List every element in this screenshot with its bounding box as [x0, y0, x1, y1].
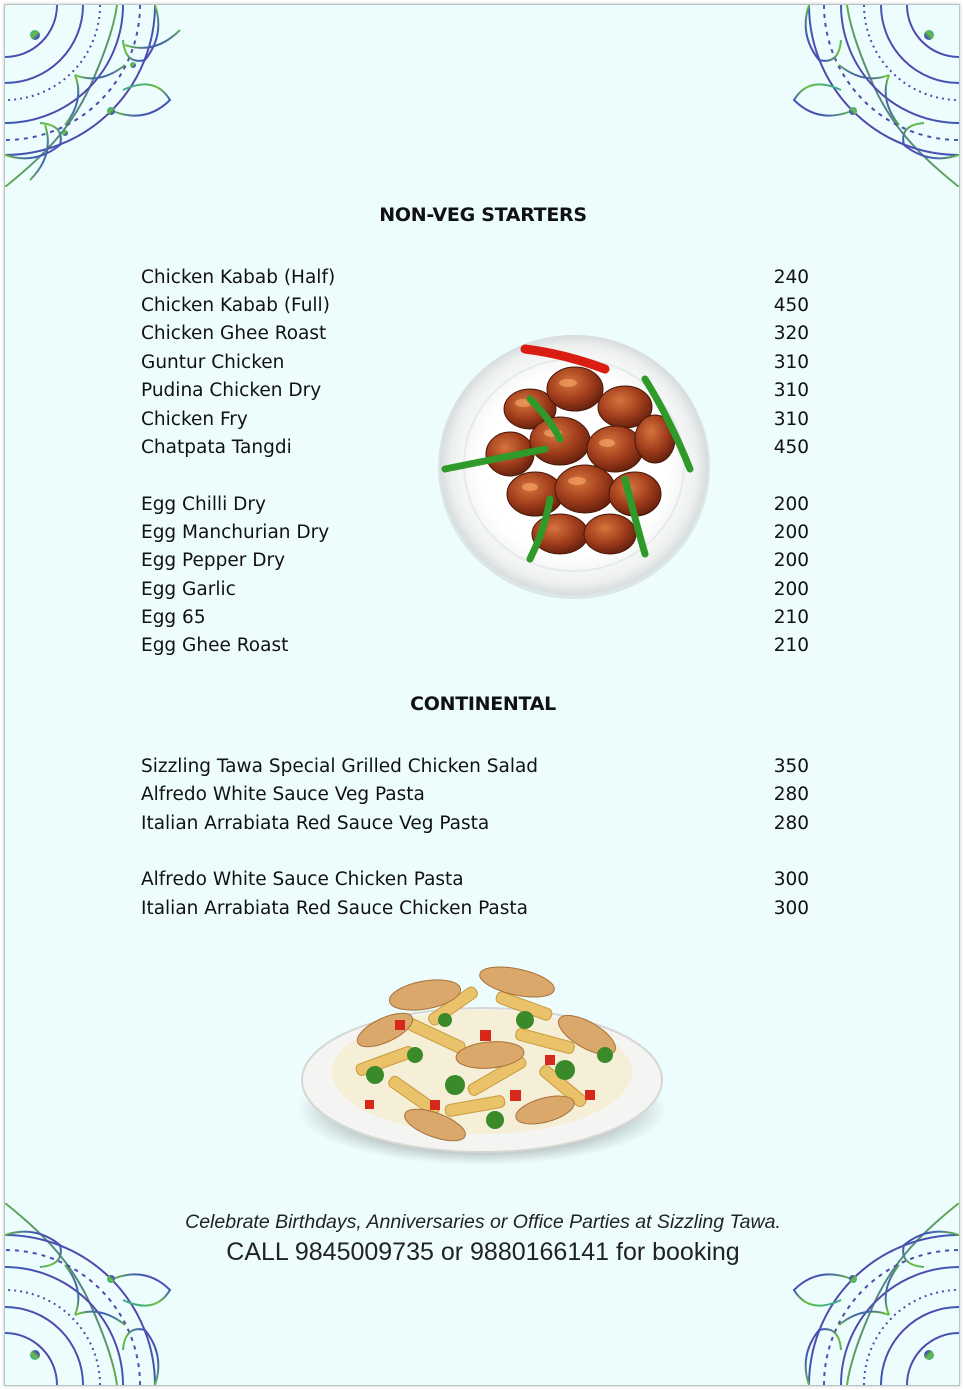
item-price: 310 — [773, 380, 809, 401]
item-price: 200 — [773, 494, 809, 515]
item-name: Pudina Chicken Dry — [141, 380, 322, 401]
item-price: 450 — [773, 295, 809, 316]
menu-page — [4, 4, 960, 1386]
mandala-ornament-top-right — [777, 5, 959, 187]
item-name: Chicken Kabab (Full) — [141, 295, 330, 316]
item-price: 350 — [773, 756, 809, 777]
item-name: Guntur Chicken — [141, 352, 285, 373]
chilli-chicken-plate-image — [435, 329, 713, 601]
menu-item — [141, 607, 809, 633]
menu-item — [141, 784, 809, 810]
item-name: Egg Garlic — [141, 579, 236, 600]
menu-item — [141, 635, 809, 661]
menu-item — [141, 267, 809, 293]
item-name: Egg Manchurian Dry — [141, 522, 330, 543]
item-name: Chatpata Tangdi — [141, 437, 292, 458]
item-name: Sizzling Tawa Special Grilled Chicken Salad — [141, 756, 539, 777]
item-name: Chicken Ghee Roast — [141, 323, 327, 344]
footer-tagline: Celebrate Birthdays, Anniversaries or Office Parties at Sizzling Tawa. — [185, 1211, 781, 1233]
menu-item — [141, 869, 809, 895]
item-name: Alfredo White Sauce Chicken Pasta — [141, 869, 464, 890]
item-price: 210 — [773, 607, 809, 628]
item-price: 280 — [773, 813, 809, 834]
item-name: Egg Ghee Roast — [141, 635, 289, 656]
item-price: 450 — [773, 437, 809, 458]
penne-pasta-plate-image — [295, 960, 669, 1170]
item-price: 200 — [773, 579, 809, 600]
menu-item — [141, 813, 809, 839]
mandala-ornament-top-left — [5, 5, 187, 187]
item-price: 310 — [773, 409, 809, 430]
item-name: Egg 65 — [141, 607, 206, 628]
menu-item — [141, 295, 809, 321]
menu-item — [141, 756, 809, 782]
item-name: Chicken Kabab (Half) — [141, 267, 336, 288]
item-name: Chicken Fry — [141, 409, 248, 430]
item-price: 280 — [773, 784, 809, 805]
footer-booking: CALL 9845009735 or 9880166141 for booking — [226, 1238, 740, 1266]
continental-section-title: CONTINENTAL — [410, 693, 556, 715]
item-name: Italian Arrabiata Red Sauce Chicken Pasta — [141, 898, 528, 919]
item-price: 310 — [773, 352, 809, 373]
item-price: 200 — [773, 550, 809, 571]
item-price: 210 — [773, 635, 809, 656]
menu-item — [141, 898, 809, 924]
item-name: Egg Pepper Dry — [141, 550, 286, 571]
item-price: 240 — [773, 267, 809, 288]
item-price: 320 — [773, 323, 809, 344]
item-price: 300 — [773, 898, 809, 919]
item-name: Alfredo White Sauce Veg Pasta — [141, 784, 425, 805]
item-price: 200 — [773, 522, 809, 543]
item-name: Egg Chilli Dry — [141, 494, 266, 515]
item-name: Italian Arrabiata Red Sauce Veg Pasta — [141, 813, 490, 834]
item-price: 300 — [773, 869, 809, 890]
nonveg-section-title: NON-VEG STARTERS — [379, 204, 587, 226]
